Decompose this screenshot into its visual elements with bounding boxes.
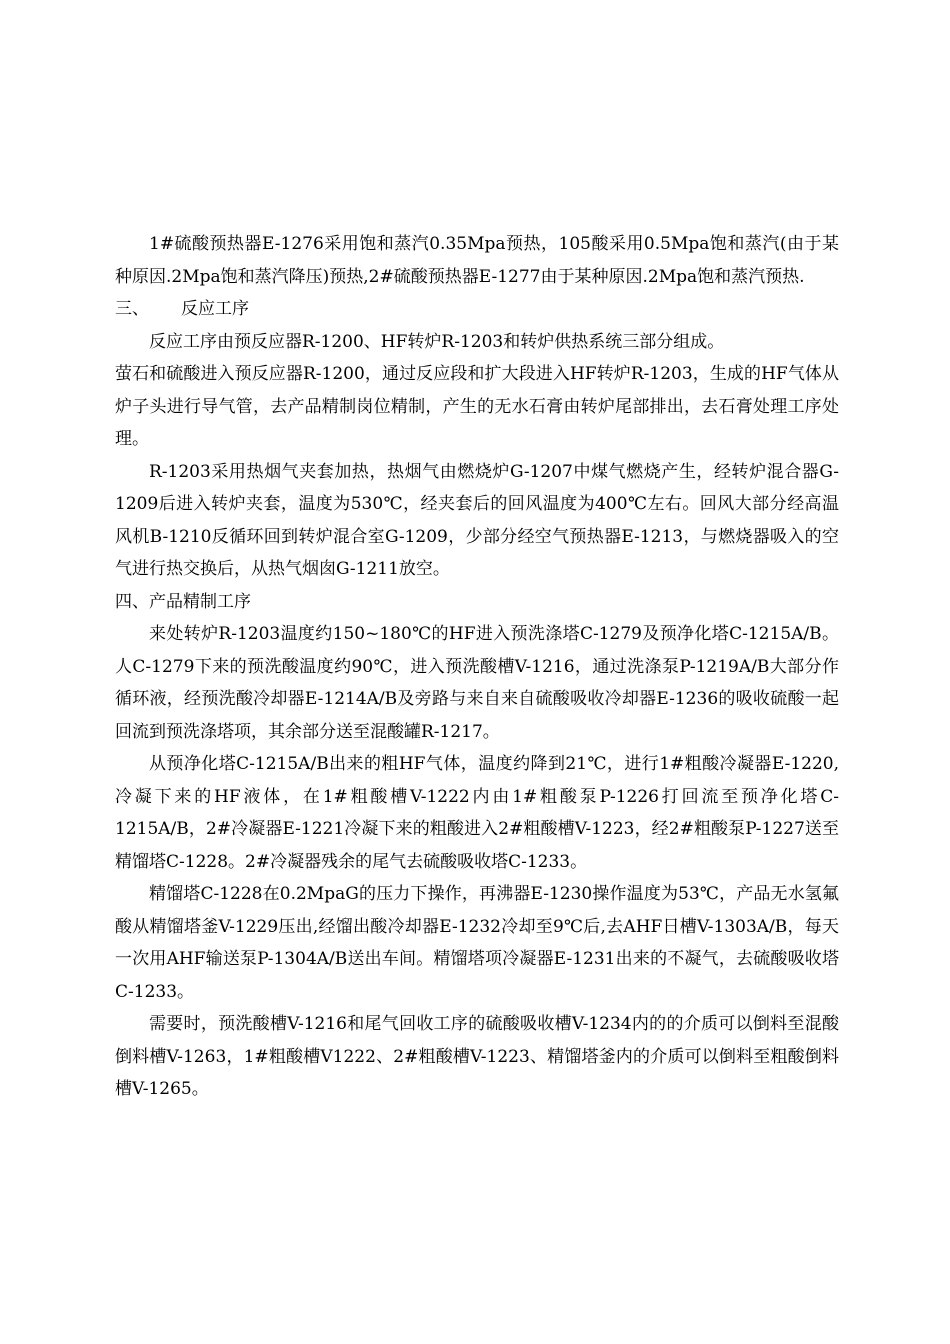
paragraph-crude-hf-condensing: 从预净化塔C-1215A/B出来的粗HF气体，温度约降到21℃，进行1#粗酸冷凝器E-1220,冷凝下来的HF液体，在1#粗酸槽V-1222内由1#粗酸泵P-1226打回流至预净化塔C-1215A/B，2#冷凝器E-1221冷凝下来的粗酸进入2#粗酸槽V-1223，经2#粗酸泵P-1227送至精馏塔C-1228。2#冷凝器残余的尾气去硫酸吸收塔C-1233。 <box>115 754 839 872</box>
section-heading-reaction <box>115 293 839 326</box>
section-title: 反应工序 <box>181 299 249 319</box>
paragraph-fluorite-reaction: 萤石和硫酸进入预反应器R-1200，通过反应段和扩大段进入HF转炉R-1203，生成的HF气体从炉子头进行导气管，去产品精制岗位精制，产生的无水石膏由转炉尾部排出，去石膏处理工序处理。 <box>115 364 839 449</box>
section-number: 三、 <box>115 299 149 319</box>
document-body <box>115 228 839 1106</box>
section-heading-refining: 四、产品精制工序 <box>115 591 251 612</box>
paragraph-reaction-overview: 反应工序由预反应器R-1200、HF转炉R-1203和转炉供热系统三部分组成。 <box>149 331 725 352</box>
paragraph-prewash: 来处转炉R-1203温度约150~180℃的HF进入预洗涤塔C-1279及预净化塔C-1215A/B。人C-1279下来的预洗酸温度约90℃，进入预洗酸槽V-1216，通过洗涤泵P-1219A/B大部分作循环液，经预洗酸冷却器E-1214A/B及旁路与来自来自硫酸吸收冷却器E-1236的吸收硫酸一起回流到预洗涤塔项，其余部分送至混酸罐R-1217。 <box>115 624 839 742</box>
paragraph-furnace-heating: R-1203采用热烟气夹套加热，热烟气由燃烧炉G-1207中煤气燃烧产生，经转炉混合器G-1209后进入转炉夹套，温度为530℃，经夹套后的回风温度为400℃左右。回风大部分经高温风机B-1210反循环回到转炉混合室G-1209，少部分经空气预热器E-1213，与燃烧器吸入的空气进行热交换后，从热气烟囱G-1211放空。 <box>115 461 839 579</box>
paragraph-rectification: 精馏塔C-1228在0.2MpaG的压力下操作，再沸器E-1230操作温度为53℃，产品无水氢氟酸从精馏塔釜V-1229压出,经馏出酸冷却器E-1232冷却至9℃后,去AHF日槽V-1303A/B，每天一次用AHF输送泵P-1304A/B送出车间。精馏塔项冷凝器E-1231出来的不凝气，去硫酸吸收塔C-1233。 <box>115 884 839 1002</box>
paragraph-transfer: 需要时，预洗酸槽V-1216和尾气回收工序的硫酸吸收槽V-1234内的的介质可以倒料至混酸倒料槽V-1263，1#粗酸槽V1222、2#粗酸槽V-1223、精馏塔釜内的介质可以倒料至粗酸倒料槽V-1265。 <box>115 1014 839 1099</box>
paragraph-sulfuric-acid-preheater: 1#硫酸预热器E-1276采用饱和蒸汽0.35Mpa预热，105酸采用0.5Mpa饱和蒸汽(由于某种原因.2Mpa饱和蒸汽降压)预热,2#硫酸预热器E-1277由于某种原因.2Mpa饱和蒸汽预热. <box>115 234 839 287</box>
